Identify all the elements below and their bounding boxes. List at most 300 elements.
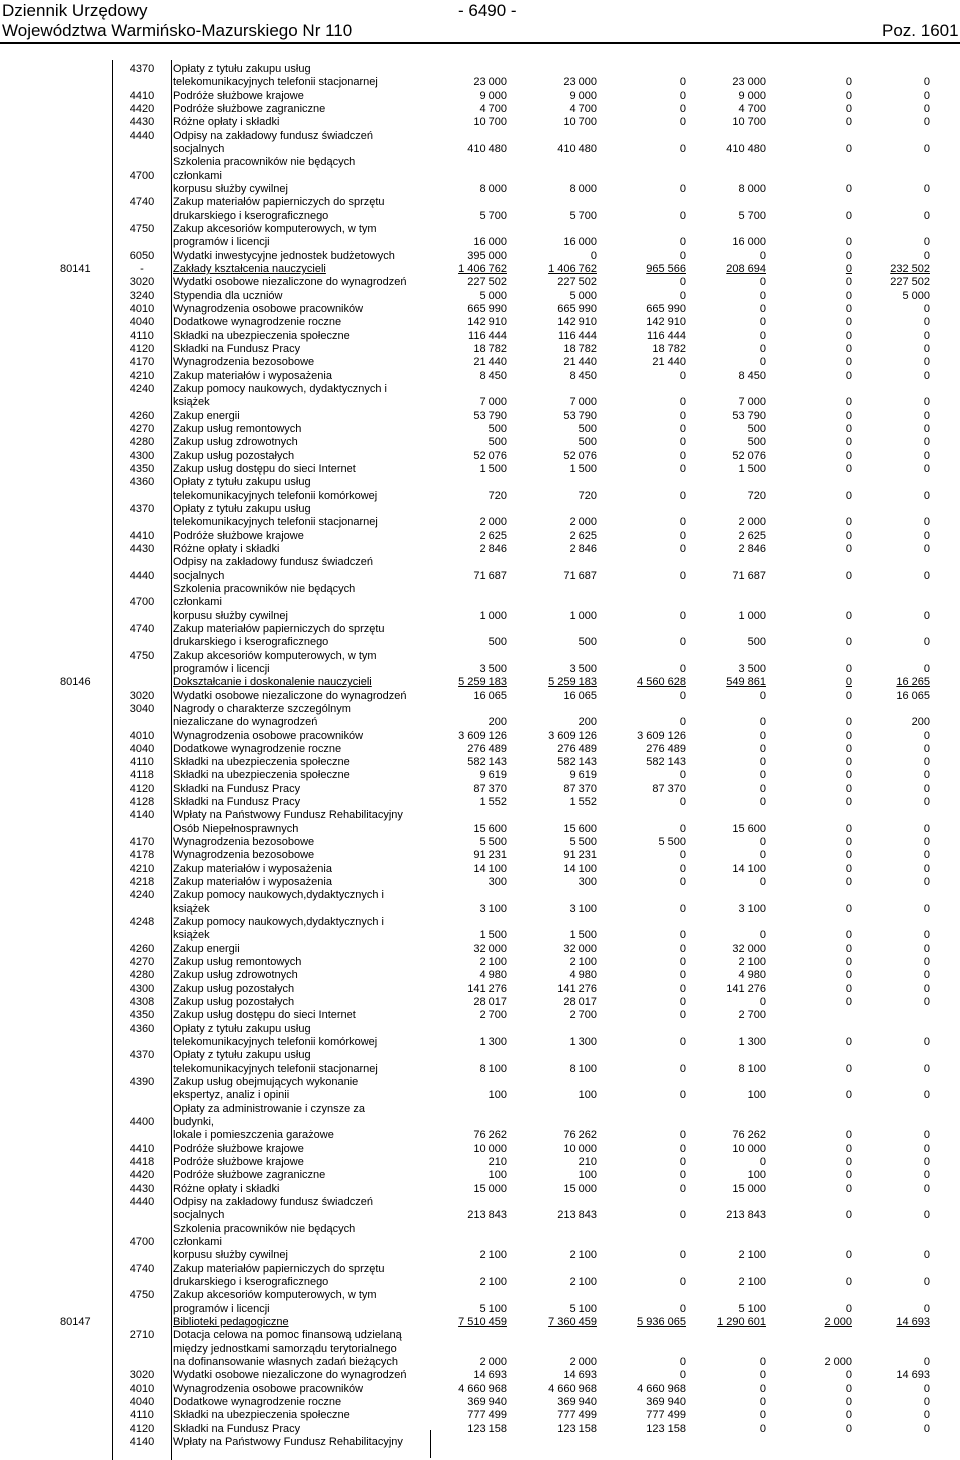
- amount-cell: 0: [845, 729, 852, 742]
- amount-cell: 0: [679, 1169, 686, 1182]
- amount-cell: 0: [923, 116, 930, 129]
- amount-cell: 500: [747, 636, 766, 649]
- table-row: [0, 383, 960, 396]
- amount-cell: 2 000: [479, 516, 507, 529]
- amount-cell: 9 619: [569, 769, 597, 782]
- amount-cell: 2 846: [479, 542, 507, 555]
- amount-cell: 15 000: [473, 1182, 507, 1195]
- amount-cell: 0: [845, 182, 852, 195]
- amount-cell: 18 782: [473, 342, 507, 355]
- amount-cell: 76 262: [473, 1129, 507, 1142]
- item-description: członkami: [173, 1236, 222, 1249]
- table-row: [0, 1143, 960, 1156]
- amount-cell: 0: [923, 462, 930, 475]
- amount-cell: 0: [923, 956, 930, 969]
- paragraph-code: 4210: [129, 862, 155, 875]
- item-description: Wpłaty na Państwowy Fundusz Rehabilitacyjny: [173, 809, 403, 822]
- amount-cell: 0: [759, 729, 766, 742]
- item-description: programów i licencji: [173, 662, 270, 675]
- item-description: Zakup materiałów papierniczych do sprzętu: [173, 1262, 385, 1275]
- table-row: [0, 876, 960, 889]
- amount-cell: 0: [845, 676, 852, 689]
- amount-cell: 0: [679, 902, 686, 915]
- amount-cell: 18 782: [563, 342, 597, 355]
- amount-cell: 9 000: [738, 89, 766, 102]
- table-row: [0, 1129, 960, 1142]
- table-row: [0, 676, 960, 689]
- item-description: telekomunikacyjnych telefonii stacjonarnej: [173, 1062, 378, 1075]
- amount-cell: 0: [923, 76, 930, 89]
- amount-cell: 1 500: [479, 462, 507, 475]
- item-description: Składki na Fundusz Pracy: [173, 1422, 301, 1435]
- position-number: Poz. 1601: [882, 21, 959, 40]
- amount-cell: 141 276: [467, 982, 507, 995]
- table-row: [0, 130, 960, 143]
- amount-cell: 2 100: [569, 1249, 597, 1262]
- item-description: Składki na ubezpieczenia społeczne: [173, 756, 350, 769]
- amount-cell: 0: [845, 929, 852, 942]
- item-description: drukarskiego i kserograficznego: [173, 1276, 329, 1289]
- amount-cell: 0: [679, 102, 686, 115]
- amount-cell: 0: [845, 369, 852, 382]
- amount-cell: 5 259 183: [458, 676, 507, 689]
- amount-cell: 300: [488, 876, 507, 889]
- amount-cell: 0: [845, 422, 852, 435]
- paragraph-code: 4440: [129, 569, 155, 582]
- table-row: [0, 1076, 960, 1089]
- amount-cell: 227 502: [557, 276, 597, 289]
- amount-cell: 0: [845, 356, 852, 369]
- amount-cell: 0: [679, 1036, 686, 1049]
- item-description: między jednostkami samorządu terytorialnego: [173, 1342, 397, 1355]
- amount-cell: 0: [845, 862, 852, 875]
- item-description: Dokształcanie i doskonalenie nauczycieli: [173, 676, 372, 689]
- item-description: Zakup usług pozostałych: [173, 996, 295, 1009]
- paragraph-code: 4140: [129, 809, 155, 822]
- table-row: [0, 303, 960, 316]
- amount-cell: 0: [845, 436, 852, 449]
- paragraph-code: 4170: [129, 356, 155, 369]
- table-row: [0, 463, 960, 476]
- amount-cell: 116 444: [647, 329, 686, 342]
- paragraph-code: 4040: [129, 1396, 155, 1408]
- item-description: Podróże służbowe zagraniczne: [173, 102, 326, 115]
- item-description: Stypendia dla uczniów: [173, 289, 283, 302]
- amount-cell: 0: [679, 236, 686, 249]
- amount-cell: 0: [845, 102, 852, 115]
- amount-cell: 0: [845, 289, 852, 302]
- paragraph-code: 4210: [129, 369, 155, 382]
- amount-cell: 142 910: [646, 316, 686, 329]
- amount-cell: 1 552: [479, 796, 507, 809]
- amount-cell: 0: [679, 996, 686, 1009]
- amount-cell: 32 000: [732, 942, 766, 955]
- paragraph-code: 4400: [129, 1116, 155, 1129]
- amount-cell: 0: [923, 569, 930, 582]
- amount-cell: 0: [923, 102, 930, 115]
- amount-cell: 3 500: [479, 662, 507, 675]
- amount-cell: 2 000: [738, 516, 766, 529]
- amount-cell: 9 000: [569, 89, 597, 102]
- amount-cell: 0: [845, 769, 852, 782]
- amount-cell: 8 450: [569, 369, 597, 382]
- table-row: [0, 863, 960, 876]
- table-row: [0, 1169, 960, 1182]
- amount-cell: 0: [679, 956, 686, 969]
- amount-cell: 213 843: [467, 1209, 507, 1222]
- amount-cell: 4 700: [479, 102, 507, 115]
- item-description: Wydatki osobowe niezaliczone do wynagrodzeń: [173, 276, 407, 289]
- amount-cell: 2 700: [479, 1009, 507, 1022]
- amount-cell: 0: [923, 1129, 930, 1142]
- paragraph-code: 4370: [129, 63, 155, 75]
- table-row: [0, 1236, 960, 1249]
- amount-cell: 15 600: [473, 822, 507, 835]
- item-description: Podróże służbowe krajowe: [173, 89, 304, 102]
- paragraph-code: 4420: [129, 1169, 155, 1182]
- amount-cell: 0: [845, 782, 852, 795]
- amount-cell: 0: [759, 996, 766, 1009]
- table-row: [0, 330, 960, 343]
- amount-cell: 4 700: [569, 102, 597, 115]
- amount-cell: 582 143: [557, 756, 597, 769]
- amount-cell: 0: [845, 209, 852, 222]
- amount-cell: 0: [923, 1249, 930, 1262]
- item-description: Zakup usług dostępu do sieci Internet: [173, 1009, 356, 1022]
- item-description: Zakup pomocy naukowych,dydaktycznych i: [173, 916, 384, 929]
- amount-cell: 1 300: [479, 1036, 507, 1049]
- amount-cell: 71 687: [563, 569, 597, 582]
- amount-cell: 3 609 126: [548, 729, 597, 742]
- paragraph-code: 4118: [130, 769, 154, 782]
- amount-cell: 1 300: [569, 1036, 597, 1049]
- amount-cell: 0: [759, 769, 766, 782]
- amount-cell: 213 843: [557, 1209, 597, 1222]
- amount-cell: 14 693: [563, 1369, 597, 1382]
- table-row: [0, 743, 960, 756]
- amount-cell: 210: [578, 1156, 597, 1169]
- paragraph-code: 3040: [129, 702, 155, 715]
- amount-cell: 100: [578, 1169, 597, 1182]
- item-description: Odpisy na zakładowy fundusz świadczeń: [173, 556, 373, 569]
- item-description: Wydatki osobowe niezaliczone do wynagrodzeń: [173, 1369, 407, 1382]
- item-description: Opłaty za administrowanie i czynsze za: [173, 1102, 365, 1115]
- paragraph-code: 4260: [129, 409, 155, 422]
- amount-cell: 0: [923, 1209, 930, 1222]
- item-description: Składki na Fundusz Pracy: [173, 782, 301, 795]
- table-row: [0, 170, 960, 183]
- amount-cell: 0: [759, 289, 766, 302]
- amount-cell: 18 782: [652, 342, 686, 355]
- paragraph-code: 4178: [129, 849, 155, 862]
- amount-cell: 116 444: [558, 329, 597, 342]
- amount-cell: 2 625: [479, 529, 507, 542]
- amount-cell: 0: [923, 1169, 930, 1182]
- table-row: [0, 1316, 960, 1329]
- amount-cell: 16 000: [563, 236, 597, 249]
- item-description: Zakup usług remontowych: [173, 422, 302, 435]
- table-row: [0, 556, 960, 569]
- paragraph-code: 6050: [129, 249, 155, 262]
- item-description: Wynagrodzenia osobowe pracowników: [173, 302, 364, 315]
- item-description: Wynagrodzenia osobowe pracowników: [173, 1382, 364, 1395]
- table-row: [0, 156, 960, 169]
- amount-cell: 1 300: [738, 1036, 766, 1049]
- item-description: Różne opłaty i składki: [173, 1182, 280, 1195]
- amount-cell: 0: [759, 716, 766, 729]
- item-description: książek: [173, 396, 210, 409]
- amount-cell: 0: [923, 849, 930, 862]
- amount-cell: 0: [923, 516, 930, 529]
- table-row: [0, 570, 960, 583]
- amount-cell: 0: [923, 329, 930, 342]
- table-row: [0, 756, 960, 769]
- table-row: [0, 1356, 960, 1369]
- amount-cell: 0: [845, 142, 852, 155]
- amount-cell: 0: [923, 142, 930, 155]
- paragraph-code: 4410: [129, 529, 155, 542]
- amount-cell: 8 100: [479, 1062, 507, 1075]
- table-row: [0, 1409, 960, 1422]
- amount-cell: 100: [488, 1169, 507, 1182]
- amount-cell: 0: [679, 142, 686, 155]
- amount-cell: 369 940: [467, 1396, 507, 1408]
- table-row: [0, 370, 960, 383]
- amount-cell: 9 619: [479, 769, 507, 782]
- amount-cell: 549 861: [726, 676, 766, 689]
- amount-cell: 0: [679, 1182, 686, 1195]
- amount-cell: 0: [679, 796, 686, 809]
- item-description: Składki na ubezpieczenia społeczne: [173, 769, 350, 782]
- amount-cell: 0: [845, 609, 852, 622]
- amount-cell: 0: [759, 782, 766, 795]
- table-row: [0, 1289, 960, 1302]
- amount-cell: 0: [679, 369, 686, 382]
- item-description: socjalnych: [173, 569, 225, 582]
- item-description: korpusu służby cywilnej: [173, 609, 288, 622]
- item-description: Zakup materiałów papierniczych do sprzętu: [173, 196, 385, 209]
- table-row: [0, 90, 960, 103]
- paragraph-code: 4420: [129, 102, 155, 115]
- table-row: [0, 490, 960, 503]
- table-row: [0, 543, 960, 556]
- amount-cell: 0: [845, 836, 852, 849]
- amount-cell: 0: [845, 396, 852, 409]
- item-description: Opłaty z tytułu zakupu usług: [173, 63, 311, 75]
- amount-cell: 4 660 968: [458, 1382, 507, 1395]
- section-code: 80147: [60, 1316, 91, 1329]
- amount-cell: 0: [845, 716, 852, 729]
- amount-cell: 720: [488, 489, 507, 502]
- table-row: [0, 476, 960, 489]
- amount-cell: 142 910: [467, 316, 507, 329]
- item-description: niezaliczane do wynagrodzeń: [173, 716, 318, 729]
- amount-cell: 0: [759, 689, 766, 702]
- amount-cell: 0: [679, 1089, 686, 1102]
- amount-cell: 0: [845, 636, 852, 649]
- amount-cell: 0: [923, 836, 930, 849]
- paragraph-code: 4040: [129, 316, 155, 329]
- amount-cell: 91 231: [473, 849, 507, 862]
- amount-cell: 0: [923, 1142, 930, 1155]
- amount-cell: 500: [578, 436, 597, 449]
- amount-cell: 0: [679, 662, 686, 675]
- table-row: [0, 530, 960, 543]
- table-row: [0, 450, 960, 463]
- amount-cell: 0: [845, 876, 852, 889]
- amount-cell: 0: [923, 1062, 930, 1075]
- paragraph-code: 4270: [129, 422, 155, 435]
- amount-cell: 28 017: [473, 996, 507, 1009]
- amount-cell: 53 790: [732, 409, 766, 422]
- table-row: [0, 1343, 960, 1356]
- amount-cell: 15 000: [732, 1182, 766, 1195]
- amount-cell: 2 846: [569, 542, 597, 555]
- amount-cell: 3 609 126: [458, 729, 507, 742]
- amount-cell: 0: [679, 1009, 686, 1022]
- table-row: [0, 223, 960, 236]
- item-description: budynki,: [173, 1116, 214, 1129]
- amount-cell: 10 700: [732, 116, 766, 129]
- amount-cell: 91 231: [563, 849, 597, 862]
- table-row: [0, 63, 960, 76]
- amount-cell: 0: [845, 1036, 852, 1049]
- item-description: Szkolenia pracowników nie będących: [173, 582, 356, 595]
- paragraph-code: 4240: [129, 889, 155, 902]
- amount-cell: 0: [679, 1209, 686, 1222]
- amount-cell: 410 480: [467, 142, 507, 155]
- amount-cell: 10 000: [473, 1142, 507, 1155]
- amount-cell: 777 499: [557, 1409, 597, 1422]
- amount-cell: 0: [679, 396, 686, 409]
- table-row: [0, 969, 960, 982]
- item-description: na dofinansowanie własnych zadań bieżących: [173, 1356, 399, 1368]
- amount-cell: 0: [923, 529, 930, 542]
- amount-cell: 0: [679, 942, 686, 955]
- table-row: [0, 516, 960, 529]
- item-description: Różne opłaty i składki: [173, 542, 280, 555]
- amount-cell: 52 076: [563, 449, 597, 462]
- amount-cell: 0: [923, 929, 930, 942]
- table-row: [0, 1276, 960, 1289]
- paragraph-code: 4120: [129, 1422, 155, 1435]
- amount-cell: 3 100: [569, 902, 597, 915]
- amount-cell: 5 500: [569, 836, 597, 849]
- amount-cell: 2 100: [479, 1249, 507, 1262]
- table-row: [0, 1196, 960, 1209]
- table-row: [0, 1183, 960, 1196]
- amount-cell: 100: [747, 1169, 766, 1182]
- amount-cell: 100: [578, 1089, 597, 1102]
- amount-cell: 5 500: [479, 836, 507, 849]
- item-description: członkami: [173, 596, 222, 609]
- amount-cell: 0: [759, 302, 766, 315]
- amount-cell: 0: [679, 76, 686, 89]
- amount-cell: 0: [845, 529, 852, 542]
- item-description: korpusu służby cywilnej: [173, 182, 288, 195]
- amount-cell: 0: [923, 1036, 930, 1049]
- table-row: [0, 143, 960, 156]
- table-row: [0, 210, 960, 223]
- amount-cell: 300: [578, 876, 597, 889]
- amount-cell: 8 000: [479, 182, 507, 195]
- table-row: [0, 103, 960, 116]
- amount-cell: 0: [759, 756, 766, 769]
- amount-cell: 1 500: [738, 462, 766, 475]
- amount-cell: 0: [845, 689, 852, 702]
- item-description: telekomunikacyjnych telefonii stacjonarnej: [173, 516, 378, 529]
- paragraph-code: 4280: [129, 436, 155, 449]
- section-code: 80141: [60, 262, 91, 275]
- item-description: Wynagrodzenia bezosobowe: [173, 849, 315, 862]
- table-row: [0, 983, 960, 996]
- amount-cell: 2 625: [738, 529, 766, 542]
- item-description: Różne opłaty i składki: [173, 116, 280, 129]
- amount-cell: 5 000: [569, 289, 597, 302]
- table-row: [0, 1089, 960, 1102]
- paragraph-code: 4390: [129, 1076, 155, 1089]
- amount-cell: 0: [923, 609, 930, 622]
- table-row: [0, 889, 960, 902]
- table-row: [0, 796, 960, 809]
- item-description: Opłaty z tytułu zakupu usług: [173, 476, 311, 489]
- amount-cell: 0: [759, 1369, 766, 1382]
- paragraph-code: 4350: [129, 1009, 155, 1022]
- item-description: Dodatkowe wynagrodzenie roczne: [173, 1396, 342, 1408]
- table-row: [0, 196, 960, 209]
- paragraph-code: 4440: [129, 129, 155, 142]
- amount-cell: 1 000: [479, 609, 507, 622]
- item-description: Podróże służbowe krajowe: [173, 529, 304, 542]
- amount-cell: 87 370: [652, 782, 686, 795]
- table-row: [0, 410, 960, 423]
- amount-cell: 500: [488, 436, 507, 449]
- amount-cell: 7 000: [569, 396, 597, 409]
- table-row: [0, 356, 960, 369]
- item-description: korpusu służby cywilnej: [173, 1249, 288, 1262]
- paragraph-code: 4350: [129, 462, 155, 475]
- amount-cell: 10 700: [563, 116, 597, 129]
- amount-cell: 53 790: [563, 409, 597, 422]
- amount-cell: 0: [845, 956, 852, 969]
- amount-cell: 0: [759, 342, 766, 355]
- amount-cell: 0: [679, 89, 686, 102]
- amount-cell: 0: [845, 796, 852, 809]
- item-description: Składki na ubezpieczenia społeczne: [173, 329, 350, 342]
- amount-cell: 0: [679, 422, 686, 435]
- amount-cell: 7 000: [738, 396, 766, 409]
- page-number: - 6490 -: [458, 1, 517, 20]
- item-description: Wynagrodzenia bezosobowe: [173, 836, 315, 849]
- amount-cell: 3 500: [569, 662, 597, 675]
- amount-cell: 0: [923, 1356, 930, 1368]
- paragraph-code: 4110: [130, 329, 154, 342]
- table-row: [0, 783, 960, 796]
- table-row: [0, 116, 960, 129]
- amount-cell: 2 000: [479, 1356, 507, 1368]
- amount-cell: 0: [845, 1409, 852, 1422]
- amount-cell: 1 500: [569, 929, 597, 942]
- amount-cell: 0: [845, 569, 852, 582]
- amount-cell: 100: [747, 1089, 766, 1102]
- item-description: Zakup energii: [173, 409, 240, 422]
- amount-cell: 141 276: [726, 982, 766, 995]
- amount-cell: 1 000: [738, 609, 766, 622]
- amount-cell: 14 693: [896, 1316, 930, 1329]
- amount-cell: 1 406 762: [548, 262, 597, 275]
- amount-cell: 4 700: [738, 102, 766, 115]
- table-row: [0, 596, 960, 609]
